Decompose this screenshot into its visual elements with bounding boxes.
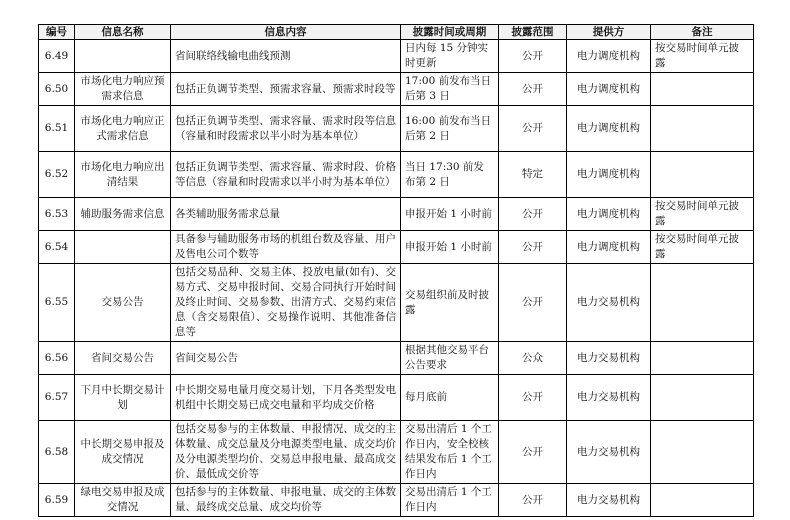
row-scope: 公开 <box>499 40 567 73</box>
row-provider: 电力交易机构 <box>567 484 651 517</box>
row-remark <box>651 484 754 517</box>
table-row <box>39 152 754 198</box>
row-scope: 公开 <box>499 198 567 231</box>
row-provider: 电力调度机构 <box>567 152 651 198</box>
row-scope: 公开 <box>499 106 567 152</box>
row-remark <box>651 375 754 421</box>
row-name <box>75 231 171 264</box>
row-name: 辅助服务需求信息 <box>75 198 171 231</box>
row-num: 6.53 <box>39 198 75 231</box>
row-name: 下月中长期交易计划 <box>75 375 171 421</box>
row-remark <box>651 342 754 375</box>
row-num: 6.58 <box>39 421 75 484</box>
row-time: 当日 17:30 前发布第 2 日 <box>401 152 499 198</box>
table-row <box>39 106 754 152</box>
row-remark <box>651 152 754 198</box>
header-content: 信息内容 <box>171 25 401 40</box>
table-row <box>39 73 754 106</box>
row-content: 包括交易品种、交易主体、投放电量(如有)、交易方式、交易申报时间、交易合同执行开始时间及终止时间、交易参数、出清方式、交易约束信息（含交易限值）、交易操作说明、其他准备信息等 <box>171 264 401 342</box>
table-row <box>39 231 754 264</box>
row-num: 6.59 <box>39 484 75 517</box>
row-num: 6.55 <box>39 264 75 342</box>
row-provider: 电力调度机构 <box>567 231 651 264</box>
header-time: 披露时间或周期 <box>401 25 499 40</box>
row-num: 6.49 <box>39 40 75 73</box>
document-page <box>38 24 753 517</box>
row-name: 市场化电力响应正式需求信息 <box>75 106 171 152</box>
row-scope: 公开 <box>499 375 567 421</box>
row-time: 16:00 前发布当日后第 2 日 <box>401 106 499 152</box>
row-num: 6.50 <box>39 73 75 106</box>
row-remark <box>651 421 754 484</box>
table-row <box>39 375 754 421</box>
disclosure-table <box>38 24 754 517</box>
row-name: 市场化电力响应出清结果 <box>75 152 171 198</box>
row-content: 包括正负调节类型、需求容量、需求时段、价格等信息（容量和时段需求以半小时为基本单位） <box>171 152 401 198</box>
header-scope: 披露范围 <box>499 25 567 40</box>
row-name: 市场化电力响应预需求信息 <box>75 73 171 106</box>
row-scope: 公开 <box>499 421 567 484</box>
row-name: 交易公告 <box>75 264 171 342</box>
row-content: 各类辅助服务需求总量 <box>171 198 401 231</box>
row-scope: 公开 <box>499 231 567 264</box>
table-row <box>39 198 754 231</box>
row-name: 绿电交易申报及成交情况 <box>75 484 171 517</box>
row-provider: 电力调度机构 <box>567 106 651 152</box>
row-time: 根据其他交易平台公告要求 <box>401 342 499 375</box>
row-provider: 电力交易机构 <box>567 264 651 342</box>
row-num: 6.54 <box>39 231 75 264</box>
row-remark: 按交易时间单元披露 <box>651 231 754 264</box>
row-time: 交易出清后 1 个工作日内，安全校核结果发布后 1 个工作日内 <box>401 421 499 484</box>
row-content: 省间交易公告 <box>171 342 401 375</box>
row-provider: 电力调度机构 <box>567 40 651 73</box>
row-time: 每月底前 <box>401 375 499 421</box>
row-content: 包括正负调节类型、需求容量、需求时段等信息（容量和时段需求以半小时为基本单位） <box>171 106 401 152</box>
row-time: 17:00 前发布当日后第 3 日 <box>401 73 499 106</box>
row-content: 包括交易参与的主体数量、申报情况、成交的主体数量、成交总量及分电源类型电量、成交均价及分电源类型均价、交易总申报电量、最高成交价、最低成交价等 <box>171 421 401 484</box>
row-time: 申报开始 1 小时前 <box>401 198 499 231</box>
row-scope: 公开 <box>499 73 567 106</box>
row-provider: 电力调度机构 <box>567 73 651 106</box>
row-remark <box>651 73 754 106</box>
row-provider: 电力交易机构 <box>567 375 651 421</box>
row-content: 包括正负调节类型、预需求容量、预需求时段等 <box>171 73 401 106</box>
row-scope: 公众 <box>499 342 567 375</box>
header-num: 编号 <box>39 25 75 40</box>
row-time: 交易出清后 1 个工作日内 <box>401 484 499 517</box>
row-remark: 按交易时间单元披露 <box>651 198 754 231</box>
row-content: 具备参与辅助服务市场的机组台数及容量、用户及售电公司个数等 <box>171 231 401 264</box>
table-row <box>39 342 754 375</box>
row-time: 申报开始 1 小时前 <box>401 231 499 264</box>
row-num: 6.56 <box>39 342 75 375</box>
row-provider: 电力交易机构 <box>567 421 651 484</box>
row-provider: 电力交易机构 <box>567 342 651 375</box>
table-header-row <box>39 25 754 40</box>
row-num: 6.52 <box>39 152 75 198</box>
header-name: 信息名称 <box>75 25 171 40</box>
row-scope: 特定 <box>499 152 567 198</box>
row-scope: 公开 <box>499 264 567 342</box>
row-remark <box>651 264 754 342</box>
row-num: 6.51 <box>39 106 75 152</box>
row-time: 交易组织前及时披露 <box>401 264 499 342</box>
row-time: 日内每 15 分钟实时更新 <box>401 40 499 73</box>
header-provider: 提供方 <box>567 25 651 40</box>
row-remark: 按交易时间单元披露 <box>651 40 754 73</box>
row-content: 包括参与的主体数量、申报电量、成交的主体数量、最终成交总量、成交均价等 <box>171 484 401 517</box>
row-name <box>75 40 171 73</box>
table-row <box>39 264 754 342</box>
row-remark <box>651 106 754 152</box>
row-content: 中长期交易电量月度交易计划，下月各类型发电机组中长期交易已成交电量和平均成交价格 <box>171 375 401 421</box>
row-scope: 公开 <box>499 484 567 517</box>
row-num: 6.57 <box>39 375 75 421</box>
row-provider: 电力调度机构 <box>567 198 651 231</box>
row-content: 省间联络线输电曲线预测 <box>171 40 401 73</box>
table-row <box>39 421 754 484</box>
table-row <box>39 40 754 73</box>
table-row <box>39 484 754 517</box>
row-name: 中长期交易申报及成交情况 <box>75 421 171 484</box>
row-name: 省间交易公告 <box>75 342 171 375</box>
header-remark: 备注 <box>651 25 754 40</box>
